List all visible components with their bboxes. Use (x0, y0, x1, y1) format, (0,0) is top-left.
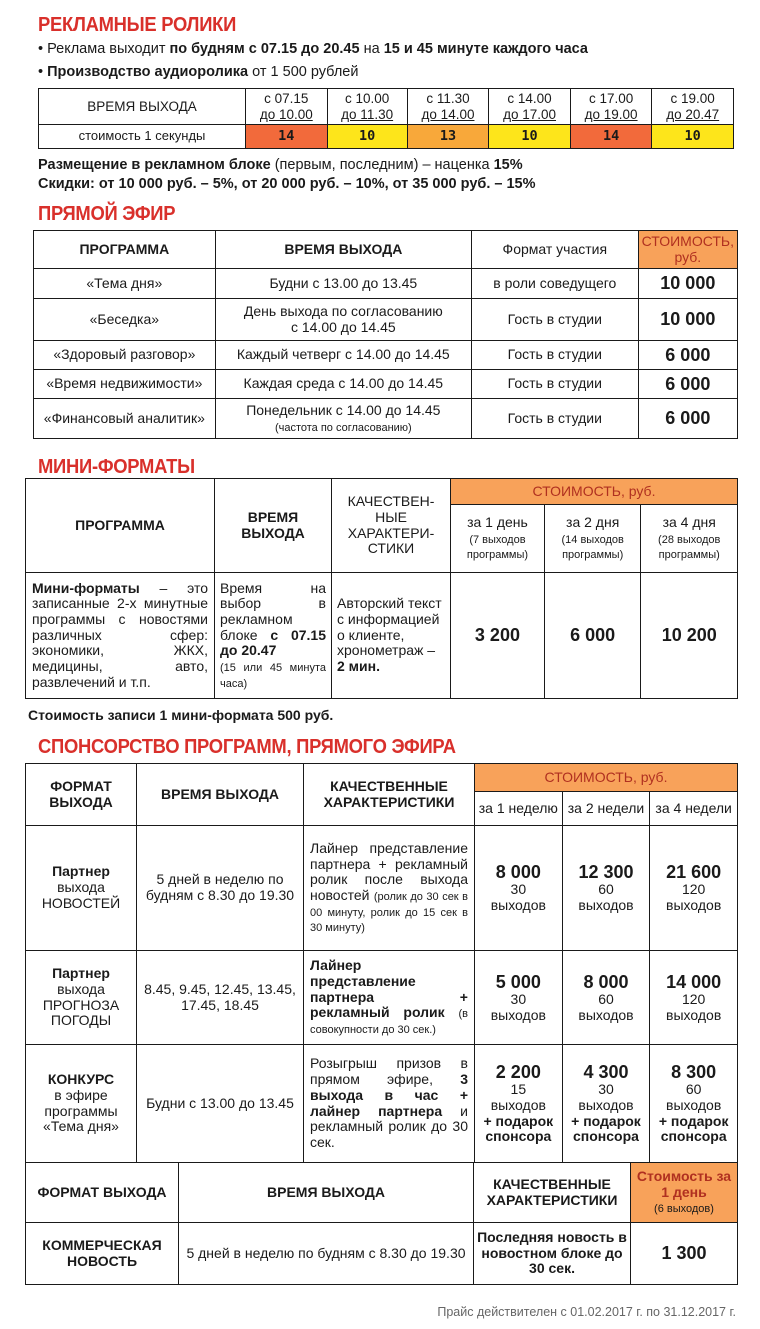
sponsor-h-format: ФОРМАТ ВЫХОДА (26, 764, 137, 826)
sponsor-price (650, 1045, 738, 1163)
t: – это записанные 2-х минутные программы с новостями различных сфер: экономики, ЖКХ, медицины, авто, развлечений и т.п. (32, 579, 208, 690)
t: 5 000 (495, 971, 541, 992)
ads-bullet-2 (38, 64, 358, 80)
sponsor-price (475, 1045, 563, 1163)
sponsor-price (562, 951, 650, 1045)
t: 60 (598, 990, 614, 1007)
ads-price: 10 (652, 125, 734, 149)
mini-period (451, 505, 545, 573)
t: Партнер (52, 965, 110, 982)
t: 3 выхода в час + лайнер партнера (310, 1071, 468, 1119)
mini-title: МИНИ-ФОРМАТЫ (38, 456, 195, 478)
t: до 17.00 (503, 106, 557, 122)
ads-price: 14 (246, 125, 328, 149)
ads-time-label: ВРЕМЯ ВЫХОДА (39, 89, 246, 125)
t: (первым, последним) – наценка (270, 157, 494, 173)
live-format: Гость в студии (471, 341, 638, 370)
t: (28 выходов программы) (658, 533, 721, 562)
t: 2 200 (495, 1062, 541, 1083)
ads-slot (652, 89, 734, 125)
sponsor-format (26, 951, 137, 1045)
sponsor-quality (304, 1045, 475, 1163)
live-cost: 6 000 (638, 399, 737, 439)
t: выходов (490, 897, 546, 914)
t: Авторский текст с информацией о клиенте, хронометраж – (337, 595, 442, 659)
t: выхода НОВОСТЕЙ (41, 879, 121, 911)
t: на (359, 41, 384, 57)
t: до 20.47 (666, 106, 720, 122)
sponsor-quality (304, 951, 475, 1045)
t: выходов (666, 1006, 722, 1023)
t: за 1 день (467, 513, 528, 530)
mini-note: Стоимость записи 1 мини-формата 500 руб. (28, 707, 334, 723)
sponsor-price (562, 826, 650, 951)
commercial-price: 1 300 (631, 1223, 738, 1285)
t: с 07.15 до 20.47 (220, 626, 326, 659)
ads-slot (327, 89, 407, 125)
sponsor-period: за 4 недели (650, 792, 738, 826)
mini-h-time: ВРЕМЯ ВЫХОДА (215, 479, 332, 573)
t: за 4 дня (662, 513, 716, 530)
live-cost: 10 000 (638, 299, 737, 341)
live-program: «Время недвижимости» (34, 370, 216, 399)
mini-period (641, 505, 738, 573)
ads-price: 13 (407, 125, 489, 149)
t: выходов (666, 897, 722, 914)
footer-validity: Прайс действителен с 01.02.2017 г. по 31.12.2017 г. (437, 1305, 736, 1319)
t: с 11.30 (426, 91, 470, 107)
mini-period (544, 505, 641, 573)
t: до 10.00 (259, 106, 313, 122)
ads-slot (246, 89, 328, 125)
live-time: Каждый четверг с 14.00 до 14.45 (215, 341, 471, 370)
ads-price: 14 (570, 125, 652, 149)
t: 60 (598, 881, 614, 898)
commercial-h-format: ФОРМАТ ВЫХОДА (26, 1163, 179, 1223)
t: 30 (510, 990, 527, 1007)
t: 2 мин. (337, 658, 380, 674)
t: 12 300 (578, 862, 634, 883)
t: 30 (598, 1081, 614, 1098)
t: (7 выходов программы) (466, 533, 529, 562)
live-h-cost: СТОИМОСТЬ, руб. (638, 231, 737, 269)
t: с 19.00 (670, 91, 715, 107)
mini-table (25, 478, 738, 699)
t: (14 выходов программы) (561, 533, 624, 562)
t: Производство аудиоролика (47, 64, 249, 80)
live-time (215, 399, 471, 439)
t: 8 000 (583, 971, 629, 992)
sponsor-price (475, 951, 563, 1045)
t: День выхода по согласованию (243, 302, 443, 319)
t: до 19.00 (584, 106, 638, 122)
t: 15% (493, 157, 523, 173)
t: выходов (490, 1006, 546, 1023)
sponsor-table (25, 763, 738, 1163)
ads-price: 10 (489, 125, 571, 149)
ads-price: 10 (327, 125, 407, 149)
ads-cost-label: стоимость 1 секунды (39, 125, 246, 149)
t: Розыгрыш призов в прямом эфире, (310, 1055, 468, 1088)
t: (15 или 45 минута часа) (220, 662, 326, 690)
t: 8 000 (495, 862, 541, 883)
t: Мини-форматы (32, 579, 140, 596)
live-time: Будни с 13.00 до 13.45 (215, 269, 471, 299)
mini-price: 3 200 (451, 573, 545, 699)
sponsor-h-time: ВРЕМЯ ВЫХОДА (137, 764, 304, 826)
t: 21 600 (666, 862, 722, 883)
commercial-h-time: ВРЕМЯ ВЫХОДА (179, 1163, 474, 1223)
commercial-name: КОММЕРЧЕСКАЯ НОВОСТЬ (26, 1223, 179, 1285)
live-time (215, 299, 471, 341)
ads-slot (489, 89, 571, 125)
live-cost: 6 000 (638, 341, 737, 370)
t: и рекламный ролик до 30 сек. (310, 1102, 468, 1150)
t: 4 300 (583, 1062, 629, 1083)
live-program: «Беседка» (34, 299, 216, 341)
commercial-quality: Последняя новость в новостном блоке до 30 сек. (474, 1223, 631, 1285)
live-time: Каждая среда с 14.00 до 14.45 (215, 370, 471, 399)
t: выходов (666, 1096, 722, 1113)
sponsor-h-cost: СТОИМОСТЬ, руб. (475, 764, 738, 792)
t: Лайнер представление партнера + рекламный ролик (310, 957, 468, 1021)
mini-quality (332, 573, 451, 699)
live-h-time: ВРЕМЯ ВЫХОДА (215, 231, 471, 269)
sponsor-title: СПОНСОРСТВО ПРОГРАММ, ПРЯМОГО ЭФИРА (38, 736, 456, 758)
sponsor-period: за 1 неделю (475, 792, 563, 826)
sponsor-quality (304, 826, 475, 951)
live-h-format: Формат участия (471, 231, 638, 269)
sponsor-time: 5 дней в неделю по будням с 8.30 до 19.30 (137, 826, 304, 951)
sponsor-period: за 2 недели (562, 792, 650, 826)
sponsor-time: Будни с 13.00 до 13.45 (137, 1045, 304, 1163)
live-format: в роли соведущего (471, 269, 638, 299)
sponsor-time: 8.45, 9.45, 12.45, 13.45, 17.45, 18.45 (137, 951, 304, 1045)
mini-desc (26, 573, 215, 699)
t: с 14.00 до 14.45 (290, 318, 396, 335)
t: выходов (490, 1096, 546, 1113)
commercial-h-cost (631, 1163, 738, 1223)
live-cost: 10 000 (638, 269, 737, 299)
sponsor-price (650, 826, 738, 951)
ads-title: РЕКЛАМНЫЕ РОЛИКИ (38, 14, 237, 36)
mini-price: 10 200 (641, 573, 738, 699)
sponsor-format (26, 1045, 137, 1163)
t: 120 (681, 990, 706, 1007)
sponsor-price (475, 826, 563, 951)
mini-h-cost: СТОИМОСТЬ, руб. (451, 479, 738, 505)
t: выходов (578, 897, 634, 914)
live-format: Гость в студии (471, 299, 638, 341)
live-cost: 6 000 (638, 370, 737, 399)
live-table (33, 230, 738, 439)
t: Время на выбор в рекламном блоке (220, 579, 326, 643)
t: (ролик до 30 сек в 00 минуту, ролик до 15 сек в 30 минуту) (310, 891, 468, 935)
t: Стоимость за 1 день (636, 1167, 732, 1200)
t: (частота по согласованию) (274, 421, 412, 434)
mini-price: 6 000 (544, 573, 641, 699)
ads-slot (570, 89, 652, 125)
t: по будням с 07.15 до 20.45 (169, 41, 360, 57)
commercial-table (25, 1162, 738, 1285)
sponsor-format (26, 826, 137, 951)
t: • (38, 64, 48, 80)
ads-slot (407, 89, 489, 125)
t: 14 000 (666, 971, 722, 992)
sponsor-price (562, 1045, 650, 1163)
t: Лайнер представление партнера + рекламный ролик после выхода новостей (310, 839, 468, 903)
ads-table (38, 88, 734, 149)
live-program: «Здоровый разговор» (34, 341, 216, 370)
t: • Реклама выходит (38, 41, 170, 57)
t: с 07.15 (264, 91, 309, 107)
t: КОНКУРС (47, 1071, 115, 1088)
t: от 1 500 рублей (248, 64, 359, 80)
t: 60 (685, 1081, 702, 1098)
ads-bullet-1 (38, 41, 588, 57)
live-program: «Тема дня» (34, 269, 216, 299)
mini-h-program: ПРОГРАММА (26, 479, 215, 573)
t: выходов (578, 1006, 634, 1023)
t: за 2 дня (566, 513, 620, 530)
t: 8 300 (671, 1062, 717, 1083)
ads-note-1 (38, 157, 523, 173)
t: (в совокупности до 30 сек.) (310, 1008, 468, 1036)
t: с 17.00 (588, 91, 634, 107)
t: до 14.00 (421, 106, 475, 122)
t: с 14.00 (507, 91, 552, 107)
t: выходов (578, 1096, 634, 1113)
live-format: Гость в студии (471, 399, 638, 439)
t: 30 (510, 881, 527, 898)
commercial-h-quality: КАЧЕСТВЕННЫЕ ХАРАКТЕРИСТИКИ (474, 1163, 631, 1223)
t: + подарок спонсора (658, 1112, 729, 1145)
mini-time (215, 573, 332, 699)
t: (6 выходов) (654, 1203, 714, 1216)
t: Партнер (52, 863, 110, 880)
t: выхода ПРОГНОЗА ПОГОДЫ (42, 980, 120, 1029)
live-h-program: ПРОГРАММА (34, 231, 216, 269)
live-format: Гость в студии (471, 370, 638, 399)
mini-h-quality: КАЧЕСТВЕН-НЫЕ ХАРАКТЕРИ-СТИКИ (332, 479, 451, 573)
live-program: «Финансовый аналитик» (34, 399, 216, 439)
t: 120 (681, 881, 706, 898)
commercial-time: 5 дней в неделю по будням с 8.30 до 19.30 (179, 1223, 474, 1285)
t: 15 и 45 минуте каждого часа (383, 41, 588, 57)
sponsor-price (650, 951, 738, 1045)
sponsor-h-quality: КАЧЕСТВЕННЫЕ ХАРАКТЕРИСТИКИ (304, 764, 475, 826)
t: до 11.30 (341, 106, 394, 122)
t: в эфире программы «Тема дня» (43, 1086, 119, 1135)
ads-note-2: Скидки: от 10 000 руб. – 5%, от 20 000 руб. – 10%, от 35 000 руб. – 15% (38, 176, 536, 192)
t: Понедельник с 14.00 до 14.45 (246, 401, 441, 418)
live-title: ПРЯМОЙ ЭФИР (38, 203, 176, 225)
t: Размещение в рекламном блоке (38, 157, 271, 173)
t: с 10.00 (344, 91, 390, 107)
t: + подарок спонсора (483, 1112, 554, 1145)
t: + подарок спонсора (571, 1112, 641, 1145)
t: 15 (510, 1081, 527, 1098)
